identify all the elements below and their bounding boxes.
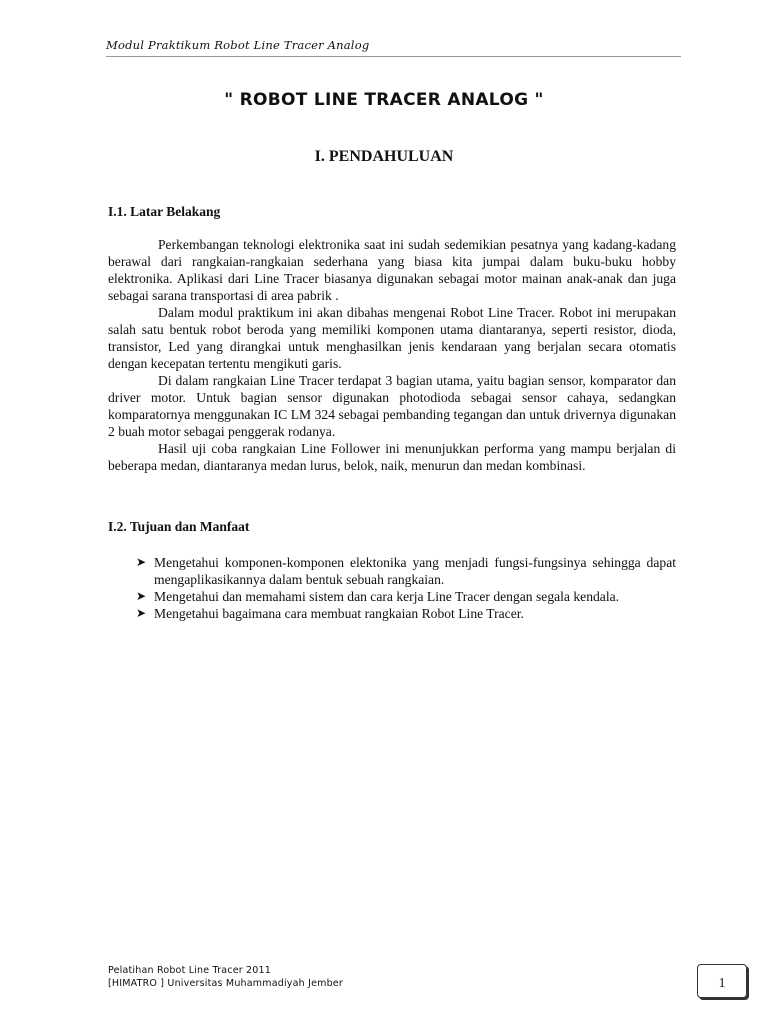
list-item-text: Mengetahui bagaimana cara membuat rangkaian Robot Line Tracer. — [154, 606, 524, 621]
list-item — [108, 605, 676, 622]
paragraph: Dalam modul praktikum ini akan dibahas mengenai Robot Line Tracer. Robot ini merupakan salah satu bentuk robot beroda yang memiliki komponen utama diantaranya, seperti resistor, dioda, transistor, Led yang dirangkai untuk menghasilkan jenis kendaraan yang berjalan secara otomatis dengan kecepatan tertentu mengikuti garis. — [108, 305, 676, 371]
page-number-box: 1 — [697, 964, 747, 998]
footer-line-event: Pelatihan Robot Line Tracer 2011 — [108, 965, 272, 976]
arrow-bullet-icon: ➤ — [136, 606, 147, 620]
section-heading-latar-belakang: I.1. Latar Belakang — [108, 204, 221, 219]
list-item-text: Mengetahui dan memahami sistem dan cara kerja Line Tracer dengan segala kendala. — [154, 589, 620, 604]
arrow-bullet-icon: ➤ — [136, 589, 147, 603]
paragraph: Hasil uji coba rangkaian Line Follower ini menunjukkan performa yang mampu berjalan di beberapa medan, diantaranya medan lurus, belok, naik, menurun dan medan kombinasi. — [108, 441, 676, 473]
chapter-heading: I. PENDAHULUAN — [314, 148, 454, 165]
objectives-list — [108, 554, 676, 622]
list-item — [108, 588, 676, 605]
document-title: " ROBOT LINE TRACER ANALOG " — [224, 90, 544, 110]
running-header: Modul Praktikum Robot Line Tracer Analog — [106, 38, 681, 57]
section-body-latar-belakang — [108, 236, 676, 474]
section-heading-tujuan-dan-manfaat: I.2. Tujuan dan Manfaat — [108, 519, 250, 534]
list-item — [108, 554, 676, 588]
page-footer — [108, 964, 343, 990]
paragraph: Di dalam rangkaian Line Tracer terdapat 3 bagian utama, yaitu bagian sensor, komparator dan driver motor. Untuk bagian sensor digunakan photodioda sebagai sensor cahaya, sedangkan komparatornya menggunakan IC LM 324 sebagai pembanding tegangan dan untuk drivernya digunakan 2 buah motor sebagai penggerak rodanya. — [108, 373, 676, 439]
list-item-text: Mengetahui komponen-komponen elektonika yang menjadi fungsi-fungsinya sehingga dapat mengaplikasikannya dalam bentuk sebuah rangkaian. — [154, 555, 676, 587]
paragraph: Perkembangan teknologi elektronika saat ini sudah sedemikian pesatnya yang kadang-kadang berawal dari rangkaian-rangkaian sederhana yang biasa kita jumpai dalam buku-buku hobby elektronika. Aplikasi dari Line Tracer biasanya digunakan sebagai motor mainan anak-anak dan juga sebagai sarana transportasi di area pabrik . — [108, 237, 676, 303]
arrow-bullet-icon: ➤ — [136, 555, 147, 569]
footer-line-organization: [HIMATRO ] Universitas Muhammadiyah Jember — [108, 978, 343, 989]
